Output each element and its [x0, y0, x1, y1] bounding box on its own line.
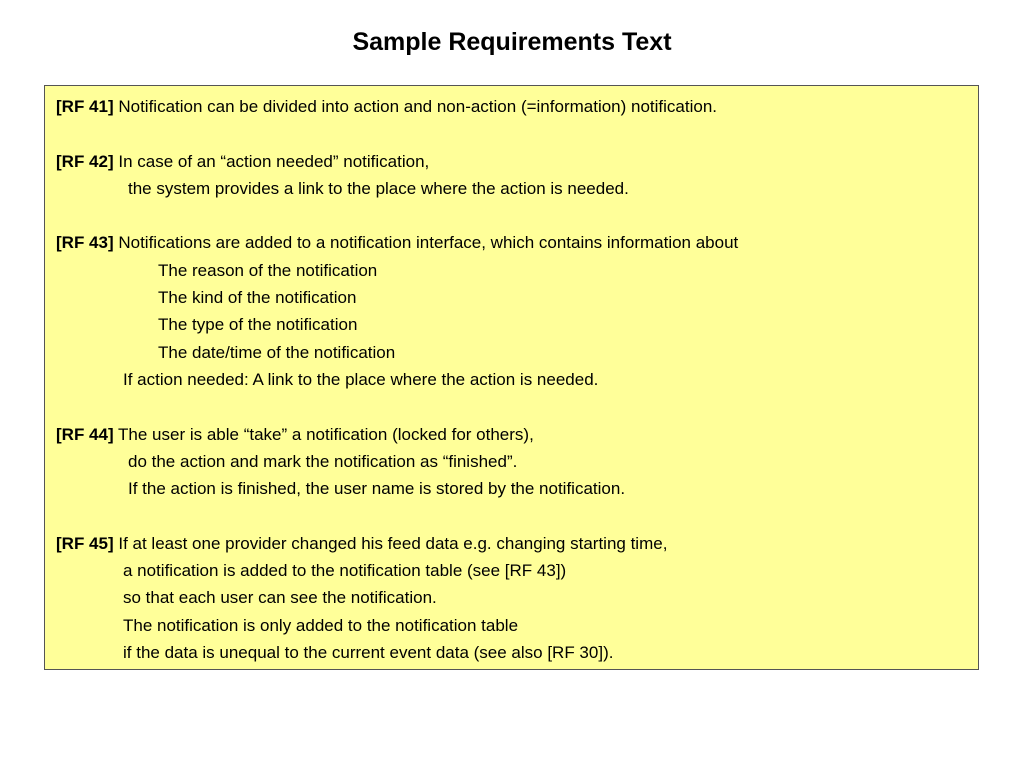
requirement-item: The type of the notification [158, 315, 358, 335]
requirement-continuation: the system provides a link to the place where the action is needed. [128, 178, 629, 198]
requirement-item: The date/time of the notification [158, 342, 396, 362]
requirement-continuation: a notification is added to the notification table (see [RF 43]) [123, 561, 567, 581]
requirement-continuation: If action needed: A link to the place where the action is needed. [123, 369, 599, 389]
spacer [56, 502, 967, 529]
requirement-id: [RF 45] [56, 533, 114, 553]
spacer [56, 120, 967, 147]
requirement-rf42 [56, 148, 967, 175]
slide-title: Sample Requirements Text [352, 28, 672, 56]
requirement-item: The kind of the notification [158, 288, 357, 308]
spacer [56, 393, 967, 420]
requirement-rf41 [56, 93, 967, 120]
requirement-text: Notifications are added to a notification interface, which contains information about [113, 233, 739, 253]
requirement-text: Notification can be divided into action and non-action (=information) notification. [113, 97, 718, 116]
requirement-rf43 [56, 229, 967, 256]
requirement-rf45 [56, 530, 967, 557]
requirement-continuation: The notification is only added to the notification table [123, 615, 519, 635]
requirement-id: [RF 44] [56, 424, 114, 444]
requirement-text: If at least one provider changed his feed data e.g. changing starting time, [113, 533, 668, 553]
requirement-continuation: do the action and mark the notification as “finished”. [128, 451, 518, 471]
requirement-text: In case of an “action needed” notification, [113, 151, 430, 171]
requirement-id: [RF 43] [56, 233, 114, 253]
requirement-text: The user is able “take” a notification (locked for others), [113, 424, 534, 444]
requirement-continuation: If the action is finished, the user name is stored by the notification. [128, 479, 626, 499]
requirements-box [44, 85, 979, 670]
requirement-id: [RF 42] [56, 151, 114, 171]
requirement-continuation: so that each user can see the notification. [123, 588, 437, 608]
spacer [56, 202, 967, 229]
requirement-item: The reason of the notification [158, 260, 378, 280]
requirement-rf44 [56, 421, 967, 448]
requirement-id: [RF 41] [56, 97, 114, 116]
requirement-continuation: if the data is unequal to the current event data (see also [RF 30]). [123, 642, 614, 662]
